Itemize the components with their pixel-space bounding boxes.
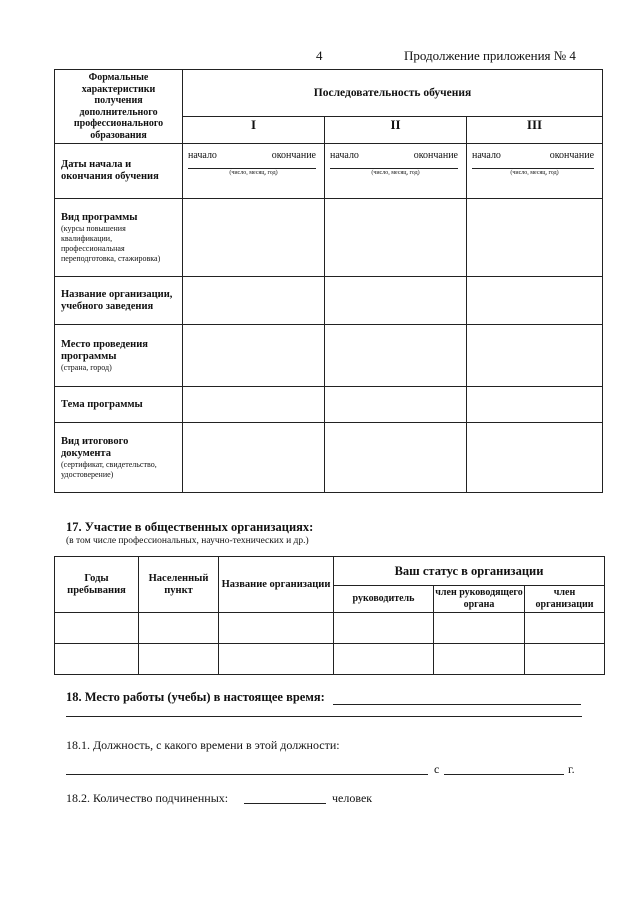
since-year-line[interactable] <box>444 774 564 775</box>
row-head-location <box>55 325 183 387</box>
cell[interactable] <box>467 277 603 325</box>
cell[interactable] <box>219 613 334 644</box>
since-label: с <box>434 762 440 776</box>
sequence-header: Последовательность обучения <box>183 70 603 117</box>
cell[interactable] <box>183 387 325 423</box>
organizations-table <box>54 556 605 675</box>
row-head-topic <box>55 387 183 423</box>
cell[interactable] <box>219 644 334 675</box>
cell[interactable] <box>55 613 139 644</box>
row-title: Вид итогового документа <box>61 435 129 459</box>
subordinates-unit: человек <box>332 791 373 805</box>
cell[interactable] <box>325 387 467 423</box>
appendix-continuation: Продолжение приложения № 4 <box>404 48 576 63</box>
date-cell-2[interactable] <box>325 144 467 199</box>
start-label: начало <box>330 150 359 161</box>
cell[interactable] <box>325 325 467 387</box>
cell[interactable] <box>467 199 603 277</box>
cell[interactable] <box>467 423 603 493</box>
row-title: Место проведения программы <box>61 338 148 362</box>
cell[interactable] <box>525 613 605 644</box>
date-cell-1[interactable] <box>183 144 325 199</box>
date-hint: (число, месяц, год) <box>229 170 278 176</box>
cell[interactable] <box>325 423 467 493</box>
col-years: Годы пребывания <box>55 557 139 613</box>
page-number: 4 <box>316 48 323 63</box>
cell[interactable] <box>183 277 325 325</box>
subordinates-line[interactable] <box>244 803 326 804</box>
row-head-program-type <box>55 199 183 277</box>
workplace-line-2[interactable] <box>66 716 582 717</box>
col-member: член организации <box>525 586 605 613</box>
start-label: начало <box>188 150 217 161</box>
position-label: 18.1. Должность, с какого времени в этой должности: <box>66 738 340 752</box>
education-table-corner-header: Формальные характеристики получения дополнительного профессионального образования <box>55 70 183 144</box>
section-18-title: 18. Место работы (учебы) в настоящее время: <box>66 690 325 704</box>
cell[interactable] <box>183 423 325 493</box>
row-title: Название организации, учебного заведения <box>61 288 173 312</box>
cell[interactable] <box>55 644 139 675</box>
col-organization: Название организации <box>219 557 334 613</box>
cell[interactable] <box>325 277 467 325</box>
column-header-2: II <box>325 116 467 143</box>
subordinates-label: 18.2. Количество подчиненных: <box>66 791 229 805</box>
row-note: (страна, город) <box>61 362 112 372</box>
row-title: Даты начала и окончания обучения <box>61 159 159 182</box>
year-suffix: г. <box>568 762 575 776</box>
end-label: окончание <box>271 150 316 161</box>
section-17-title: 17. Участие в общественных организациях: <box>66 520 314 534</box>
status-header: Ваш статус в организации <box>334 557 605 586</box>
date-line <box>330 168 458 169</box>
column-header-1: I <box>183 116 325 143</box>
cell[interactable] <box>183 199 325 277</box>
cell[interactable] <box>325 199 467 277</box>
table-row <box>55 644 605 675</box>
cell[interactable] <box>334 613 434 644</box>
column-header-3: III <box>467 116 603 143</box>
cell[interactable] <box>525 644 605 675</box>
row-head-organization <box>55 277 183 325</box>
date-line <box>188 168 316 169</box>
row-note: (сертификат, свидетельство, удостоверение) <box>61 459 157 479</box>
row-head-dates <box>55 144 183 199</box>
cell[interactable] <box>467 387 603 423</box>
date-line <box>472 168 594 169</box>
cell[interactable] <box>139 644 219 675</box>
row-title: Тема программы <box>61 398 143 410</box>
cell[interactable] <box>434 613 525 644</box>
col-place: Населенный пункт <box>139 557 219 613</box>
cell[interactable] <box>334 644 434 675</box>
date-cell-3[interactable] <box>467 144 603 199</box>
date-hint: (число, месяц, год) <box>371 170 420 176</box>
section-17-note: (в том числе профессиональных, научно-технических и др.) <box>66 536 309 546</box>
col-board-member: член руководящего органа <box>434 586 525 613</box>
row-head-final-document <box>55 423 183 493</box>
cell[interactable] <box>434 644 525 675</box>
position-line[interactable] <box>66 774 428 775</box>
cell[interactable] <box>183 325 325 387</box>
date-hint: (число, месяц, год) <box>510 170 559 176</box>
row-title: Вид программы <box>61 211 138 223</box>
row-note: (курсы повышения квалификации, профессиональная переподготовка, стажировка) <box>61 223 161 263</box>
end-label: окончание <box>549 150 595 161</box>
workplace-line[interactable] <box>333 704 581 705</box>
table-row <box>55 613 605 644</box>
end-label: окончание <box>413 150 458 161</box>
col-leader: руководитель <box>334 586 434 613</box>
education-table <box>54 69 603 493</box>
cell[interactable] <box>139 613 219 644</box>
cell[interactable] <box>467 325 603 387</box>
start-label: начало <box>472 150 501 161</box>
